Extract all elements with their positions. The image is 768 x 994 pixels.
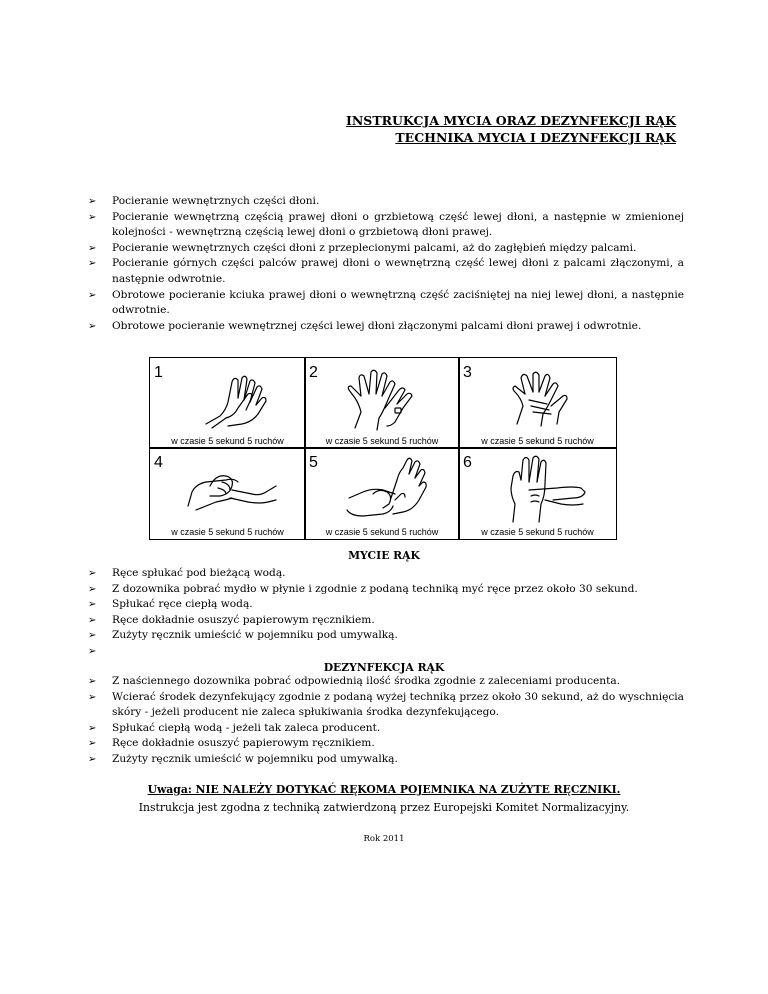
compliance-note: Instrukcja jest zgodna z techniką zatwierdzoną przez Europejski Komitet Normalizacyjny. <box>138 801 630 814</box>
arrowhead-bullet-icon: ➢ <box>88 242 97 254</box>
arrowhead-bullet-icon: ➢ <box>88 738 97 750</box>
arrowhead-bullet-icon: ➢ <box>88 599 97 611</box>
washing-steps-list <box>88 566 684 657</box>
list-item: ➢ Spłukać ręce ciepłą wodą. <box>88 597 684 613</box>
step-caption: w czasie 5 sekund 5 ruchów <box>171 436 284 446</box>
arrowhead-bullet-icon: ➢ <box>88 676 97 687</box>
rotational-palm-rub-hands-icon <box>499 452 587 524</box>
technique-steps-list <box>88 194 684 334</box>
technique-cell-6 <box>459 448 616 539</box>
step-caption: w czasie 5 sekund 5 ruchów <box>325 436 439 446</box>
step-caption: w czasie 5 sekund 5 ruchów <box>171 527 284 537</box>
arrowhead-bullet-icon: ➢ <box>88 211 97 223</box>
handwashing-technique-figure <box>149 357 617 540</box>
technique-cell-2 <box>305 358 459 448</box>
step-number: 1 <box>154 364 163 381</box>
list-item: ➢ Obrotowe pocieranie wewnętrznej części lewej dłoni złączonymi palcami dłoni prawej i odwrotnie. <box>88 319 684 335</box>
document-subtitle: TECHNIKA MYCIA I DEZYNFEKCJI RĄK <box>395 130 676 145</box>
list-item: ➢ Pocieranie wewnętrznych części dłoni z przeplecionymi palcami, aż do zagłębień między palcami. <box>88 241 684 257</box>
thumb-rotation-hands-icon <box>343 454 431 522</box>
arrowhead-bullet-icon: ➢ <box>88 691 97 703</box>
list-item: ➢ Pocieranie wewnętrznych części dłoni. <box>88 194 684 210</box>
arrowhead-bullet-icon: ➢ <box>88 568 97 579</box>
list-item: ➢ Obrotowe pocieranie kciuka prawej dłoni o wewnętrzną część zaciśniętej na niej lewej dłoni, a następnie odwrotnie. <box>88 288 684 317</box>
washing-heading: MYCIE RĄK <box>348 549 420 562</box>
step-number: 5 <box>309 454 318 471</box>
step-caption: w czasie 5 sekund 5 ruchów <box>481 527 594 537</box>
step-number: 4 <box>154 454 163 471</box>
palm-to-palm-hands-icon <box>202 372 282 430</box>
document-year: Rok 2011 <box>363 834 405 844</box>
list-item: ➢ Wcierać środek dezynfekujący zgodnie z podaną wyżej techniką przez około 30 sekund, aż do wyschnięcia skóry - jeżeli producent nie zaleca spłukiwania środka dezynfekującego. <box>88 690 684 719</box>
list-item: ➢ Z naściennego dozownika pobrać odpowiednią ilość środka zgodnie z zaleceniami producenta. <box>88 674 684 690</box>
step-number: 3 <box>463 364 472 381</box>
interlaced-fingers-hands-icon <box>503 366 583 430</box>
arrowhead-bullet-icon: ➢ <box>88 258 97 270</box>
arrowhead-bullet-icon: ➢ <box>88 722 97 734</box>
technique-cell-1 <box>150 358 305 448</box>
list-item: ➢ Ręce dokładnie osuszyć papierowym ręcznikiem. <box>88 613 684 629</box>
disinfection-steps-list <box>88 674 684 768</box>
arrowhead-bullet-icon: ➢ <box>88 289 97 301</box>
step-number: 6 <box>463 454 472 471</box>
list-item: ➢ Ręce spłukać pod bieżącą wodą. <box>88 566 684 582</box>
fingertips-to-palm-hands-icon <box>186 462 278 518</box>
arrowhead-bullet-icon: ➢ <box>88 583 97 595</box>
arrowhead-bullet-icon: ➢ <box>88 753 97 765</box>
list-item: ➢ Spłukać ciepłą wodą - jeżeli tak zaleca producent. <box>88 721 684 737</box>
step-number: 2 <box>309 364 318 381</box>
palm-over-back-hands-icon <box>345 368 425 432</box>
document-title: INSTRUKCJA MYCIA ORAZ DEZYNFEKCJI RĄK <box>346 113 676 128</box>
arrowhead-bullet-icon: ➢ <box>88 320 97 332</box>
list-item: ➢ Zużyty ręcznik umieścić w pojemniku pod umywalką. <box>88 628 684 644</box>
list-item: ➢ Pocieranie wewnętrzną częścią prawej dłoni o grzbietową część lewej dłoni, a następnie w zmienionej kolejności - wewnętrzną częścią lewej dłoni o grzbietową dłoni prawej. <box>88 210 684 239</box>
warning-note: Uwaga: NIE NALEŻY DOTYKAĆ RĘKOMA POJEMNIKA NA ZUŻYTE RĘCZNIKI. <box>147 783 621 796</box>
step-caption: w czasie 5 sekund 5 ruchów <box>481 436 594 446</box>
step-caption: w czasie 5 sekund 5 ruchów <box>325 527 439 537</box>
list-item: ➢ Zużyty ręcznik umieścić w pojemniku pod umywalką. <box>88 752 684 768</box>
technique-cell-5 <box>305 448 459 539</box>
list-item: ➢ Pocieranie górnych części palców prawej dłoni o wewnętrzną część lewej dłoni z palcami złączonymi, a następnie odwrotnie. <box>88 257 684 285</box>
arrowhead-bullet-icon: ➢ <box>88 630 97 642</box>
disinfection-heading: DEZYNFEKCJA RĄK <box>323 661 445 674</box>
arrowhead-bullet-icon: ➢ <box>88 614 97 626</box>
arrowhead-bullet-icon: ➢ <box>88 645 97 657</box>
technique-cell-4 <box>150 448 305 539</box>
technique-cell-3 <box>459 358 616 448</box>
list-item: ➢ Ręce dokładnie osuszyć papierowym ręcznikiem. <box>88 736 684 752</box>
arrowhead-bullet-icon: ➢ <box>88 196 97 207</box>
list-item: ➢ Z dozownika pobrać mydło w płynie i zgodnie z podaną techniką myć ręce przez około 30 sekund. <box>88 582 684 598</box>
